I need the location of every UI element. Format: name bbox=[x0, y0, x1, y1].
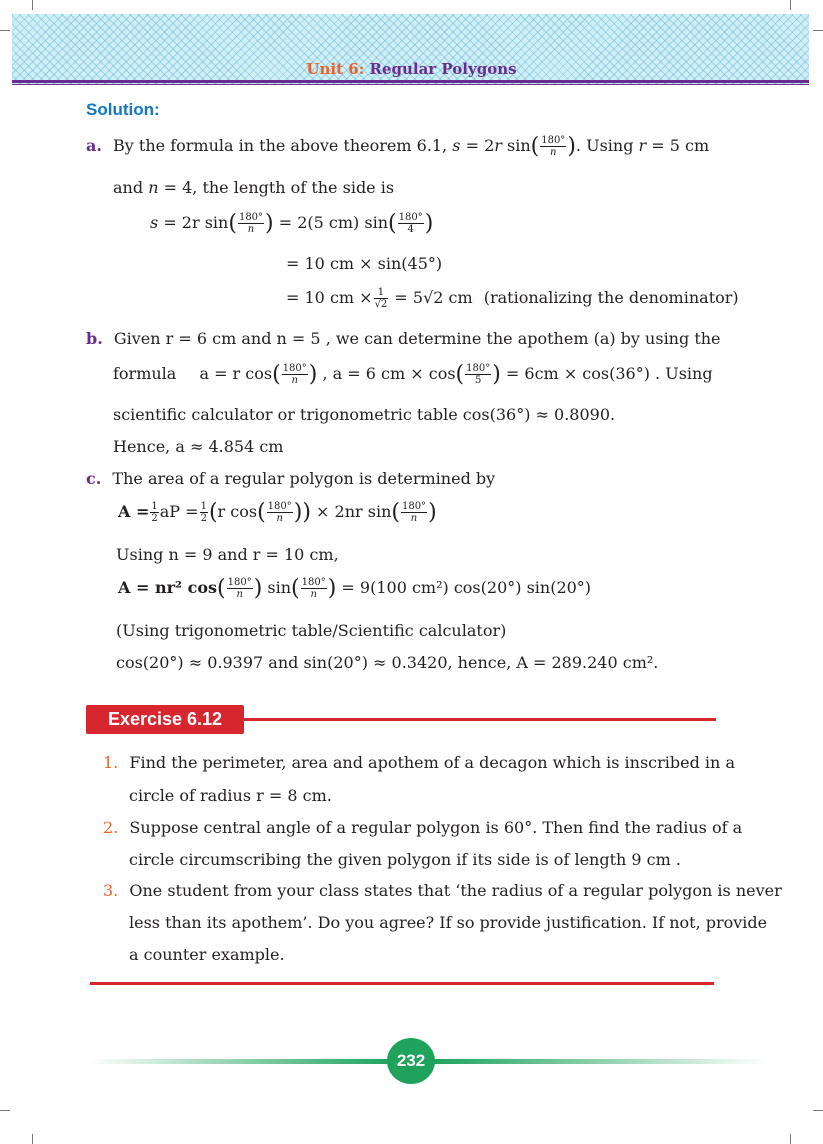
exercise-item-1: 1. Find the perimeter, area and apothem of a decagon which is inscribed in a bbox=[103, 753, 735, 772]
part-c-line1: c. The area of a regular polygon is determined by bbox=[86, 469, 496, 488]
part-b-formula: formula a = r cos( $\frac{180^\circ}{n}$ ) , a = 6 cm × cos( $\frac{180^\circ}{5}$ ) = 6cm × cos(36°) . Using bbox=[113, 362, 713, 387]
crop-mark bbox=[32, 1134, 33, 1144]
exercise-item-1-cont: circle of radius r = 8 cm. bbox=[129, 786, 332, 805]
crop-mark bbox=[0, 1110, 10, 1111]
header-divider-thin bbox=[12, 84, 809, 85]
exercise-rule bbox=[244, 718, 716, 721]
part-b-line4: Hence, a ≈ 4.854 cm bbox=[113, 437, 284, 456]
page-number: 232 bbox=[387, 1038, 435, 1084]
part-b-line3: scientific calculator or trigonometric table cos(36°) ≈ 0.8090. bbox=[113, 405, 616, 424]
crop-mark bbox=[790, 1134, 791, 1144]
exercise-item-3: 3. One student from your class states that ‘the radius of a regular polygon is never bbox=[103, 881, 782, 900]
part-a-line1: a. By the formula in the above theorem 6.1, s = 2r sin( $\frac{180^\circ}{n}$ ). Using r = 5 cm bbox=[86, 134, 710, 159]
unit-title: Unit 6: Regular Polygons bbox=[306, 60, 517, 78]
part-b-label: b. bbox=[86, 329, 103, 348]
unit-name: Regular Polygons bbox=[369, 60, 517, 78]
footer-bar-left bbox=[88, 1059, 390, 1064]
part-a-line2: and n = 4, the length of the side is bbox=[113, 178, 395, 197]
crop-mark bbox=[813, 30, 823, 31]
exercise-item-3-cont: less than its apothem’. Do you agree? If so provide justification. If not, provide bbox=[129, 913, 768, 932]
part-a-eq1: s = 2r sin( $\frac{180^\circ}{n}$ ) = 2(5 cm) sin( $\frac{180^\circ}{4}$ ) bbox=[150, 211, 434, 236]
exercise-item-2: 2. Suppose central angle of a regular polygon is 60°. Then find the radius of a bbox=[103, 818, 743, 837]
part-c-line3: Using n = 9 and r = 10 cm, bbox=[116, 545, 339, 564]
part-c-line6: cos(20°) ≈ 0.9397 and sin(20°) ≈ 0.3420, hence, A = 289.240 cm². bbox=[116, 653, 659, 672]
part-a-eq2: = 10 cm × sin(45°) bbox=[286, 254, 443, 273]
bottom-rule bbox=[90, 982, 714, 985]
header-divider bbox=[12, 80, 809, 83]
exercise-item-2-cont: circle circumscribing the given polygon if its side is of length 9 cm . bbox=[129, 850, 681, 869]
solution-heading: Solution: bbox=[86, 100, 160, 119]
part-c-label: c. bbox=[86, 469, 102, 488]
part-a-label: a. bbox=[86, 136, 102, 155]
part-c-formula-b: A = nr² cos( $\frac{180^\circ}{n}$ ) sin( $\frac{180^\circ}{n}$ ) = 9(100 cm²) cos(20°) sin(20°) bbox=[118, 576, 592, 601]
part-c-formula-area: A = $\frac{1}{2}$ aP = $\frac{1}{2}$ (r cos( $\frac{180^\circ}{n}$ )) × 2nr sin( $\frac{180^\circ}{n}$ ) bbox=[118, 500, 437, 525]
crop-mark bbox=[790, 0, 791, 10]
part-b-line1: b. Given r = 6 cm and n = 5 , we can determine the apothem (a) by using the bbox=[86, 329, 721, 348]
exercise-title: Exercise 6.12 bbox=[86, 705, 244, 734]
part-c-line5: (Using trigonometric table/Scientific calculator) bbox=[116, 621, 507, 640]
footer-bar-right bbox=[432, 1059, 768, 1064]
unit-prefix: Unit 6 bbox=[306, 60, 359, 78]
crop-mark bbox=[32, 0, 33, 10]
crop-mark bbox=[0, 30, 10, 31]
exercise-item-3-cont2: a counter example. bbox=[129, 945, 285, 964]
part-a-eq3: = 10 cm × $\frac{1}{√2}$ = 5√2 cm (rationalizing the denominator) bbox=[286, 287, 739, 310]
crop-mark bbox=[813, 1110, 823, 1111]
